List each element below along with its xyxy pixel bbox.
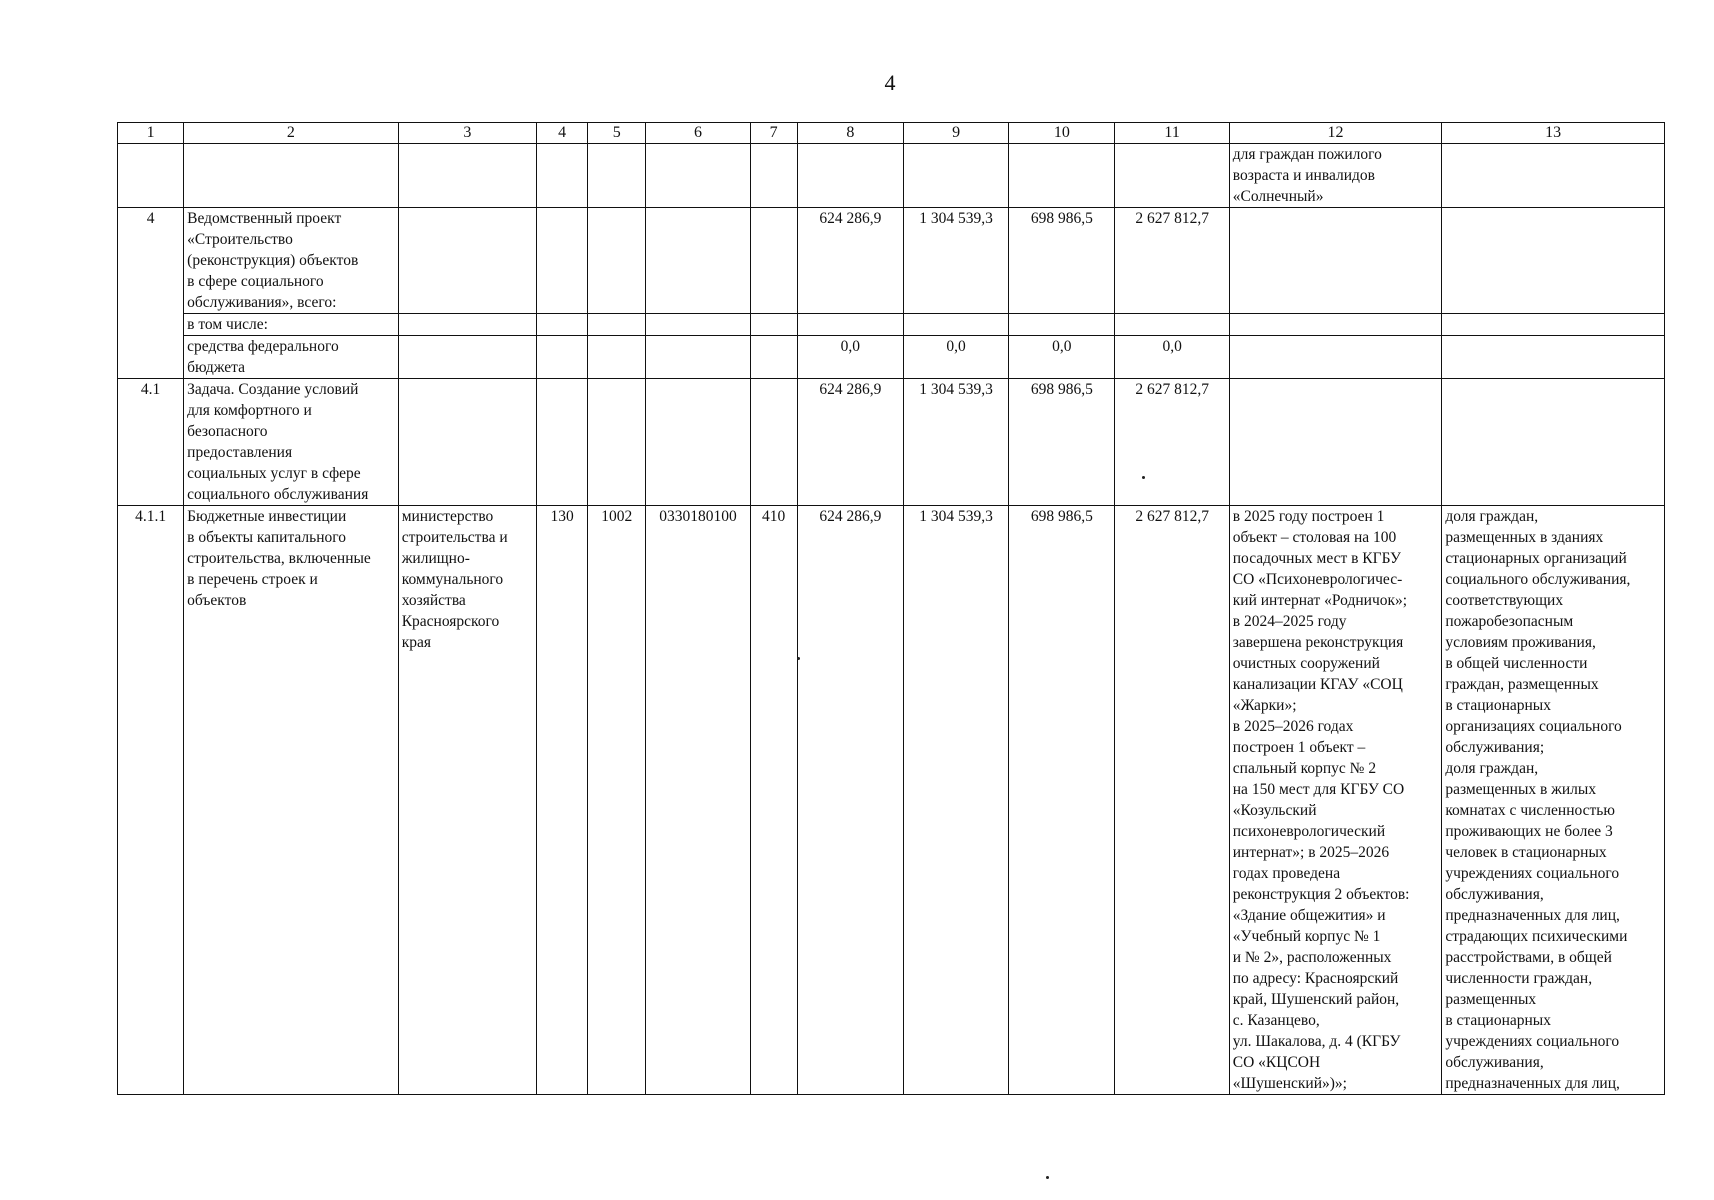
column-number: 10 (1009, 123, 1115, 144)
federal-budget-row (118, 336, 1665, 379)
item-name: Ведомственный проект «Строительство (реконструкция) объектов в сфере социального обслуживания», всего: (184, 208, 399, 314)
row-number: 4.1.1 (118, 506, 184, 1095)
column-number: 7 (750, 123, 797, 144)
amount-total: 0,0 (1115, 336, 1229, 379)
column-number: 9 (903, 123, 1008, 144)
column-number: 6 (646, 123, 750, 144)
column-number: 12 (1229, 123, 1442, 144)
row-number: 4.1 (118, 379, 184, 506)
column-number: 8 (797, 123, 903, 144)
executor: министерство строительства и жилищно- коммунального хозяйства Красноярского края (398, 506, 536, 1095)
amount-2025: 0,0 (797, 336, 903, 379)
measure-row (118, 506, 1665, 1095)
amount-2027: 698 986,5 (1009, 208, 1115, 314)
target-article-code: 0330180100 (646, 506, 750, 1095)
amount-total: 2 627 812,7 (1115, 208, 1229, 314)
column-number-row (118, 123, 1665, 144)
scan-speck (1046, 1176, 1049, 1179)
item-name: Бюджетные инвестиции в объекты капитального строительства, включенные в перечень строек и объектов (184, 506, 399, 1095)
expected-result: в 2025 году построен 1 объект – столовая на 100 посадочных мест в КГБУ СО «Психоневрологичес- кий интернат «Родничок»; в 2024–2025 году завершена реконструкция очистных сооружений канализации КГАУ «СОЦ «Жарки»; в 2025–2026 годах построен 1 объект – спальный корпус № 2 на 150 мест для КГБУ СО «Козульский психоневрологический интернат»; в 2025–2026 годах проведена реконструкция 2 объектов: «Здание общежития» и «Учебный корпус № 1 и № 2», расположенных по адресу: Красноярский край, Шушенский район, с. Казанцево, ул. Шакалова, д. 4 (КГБУ СО «КЦСОН «Шушенский»)»; (1229, 506, 1442, 1095)
amount-2027: 698 986,5 (1009, 379, 1115, 506)
amount-2026: 1 304 539,3 (903, 208, 1008, 314)
amount-2027: 0,0 (1009, 336, 1115, 379)
page-number: 4 (884, 70, 896, 95)
column-number: 11 (1115, 123, 1229, 144)
amount-2026: 1 304 539,3 (903, 506, 1008, 1095)
result-cell: для граждан пожилого возраста и инвалидов «Солнечный» (1229, 144, 1442, 208)
column-number: 3 (398, 123, 536, 144)
scan-speck (797, 657, 800, 660)
column-number: 1 (118, 123, 184, 144)
budget-table (117, 122, 1665, 1095)
column-number: 2 (184, 123, 399, 144)
federal-budget-label: средства федерального бюджета (184, 336, 399, 379)
task-row (118, 379, 1665, 506)
including-label: в том числе: (184, 314, 399, 336)
amount-2027: 698 986,5 (1009, 506, 1115, 1095)
expense-type-code: 410 (750, 506, 797, 1095)
project-row (118, 208, 1665, 314)
scan-speck (1142, 476, 1145, 479)
column-number: 4 (537, 123, 588, 144)
including-row (118, 314, 1665, 336)
row-number: 4 (118, 208, 184, 379)
target-indicator: доля граждан, размещенных в зданиях стационарных организаций социального обслуживания, соответствующих пожаробезопасным условиям проживания, в общей численности граждан, размещенных в стационарных организациях социального обслуживания; доля граждан, размещенных в жилых комнатах с численностью проживающих не более 3 человек в стационарных учреждениях социального обслуживания, предназначенных для лиц, страдающих психическими расстройствами, в общей численности граждан, размещенных в стационарных учреждениях социального обслуживания, предназначенных для лиц, (1442, 506, 1665, 1095)
section-code: 1002 (588, 506, 646, 1095)
grbs-code: 130 (537, 506, 588, 1095)
amount-2026: 0,0 (903, 336, 1008, 379)
amount-2025: 624 286,9 (797, 208, 903, 314)
column-number: 5 (588, 123, 646, 144)
amount-total: 2 627 812,7 (1115, 379, 1229, 506)
amount-2025: 624 286,9 (797, 506, 903, 1095)
amount-2026: 1 304 539,3 (903, 379, 1008, 506)
continuation-row (118, 144, 1665, 208)
column-number: 13 (1442, 123, 1665, 144)
amount-total: 2 627 812,7 (1115, 506, 1229, 1095)
amount-2025: 624 286,9 (797, 379, 903, 506)
item-name: Задача. Создание условий для комфортного и безопасного предоставления социальных услуг в сфере социального обслуживания (184, 379, 399, 506)
